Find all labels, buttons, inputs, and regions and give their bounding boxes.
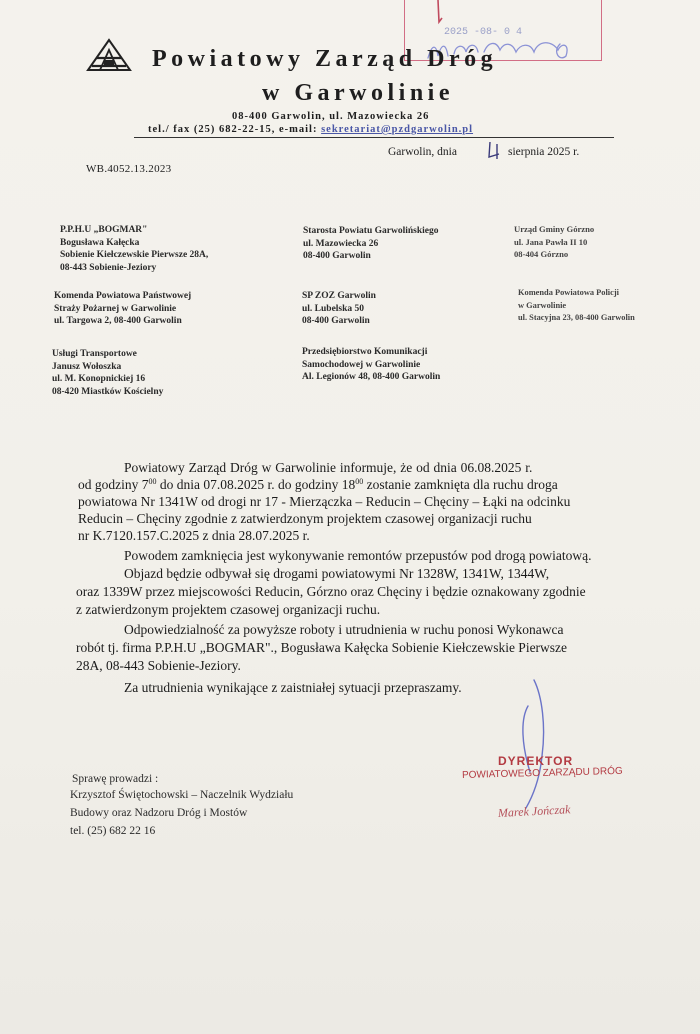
- body-line: Reducin – Chęciny zgodnie z zatwierdzonym projektem czasowej organizacji ruchu: [78, 511, 532, 526]
- signatory-title: DYREKTOR: [498, 754, 574, 768]
- case-handler-name: Krzysztof Świętochowski – Naczelnik Wydziału: [70, 789, 294, 801]
- body-line: powiatowa Nr 1341W od drogi nr 17 - Mierzączka – Reducin – Chęciny – Łąki na odcinku: [78, 494, 571, 509]
- body-line: Powiatowy Zarząd Dróg w Garwolinie informuje, że od dnia 06.08.2025 r.: [124, 460, 533, 475]
- place-date-suffix: sierpnia 2025 r.: [508, 146, 580, 158]
- recipient-block: Urząd Gminy Górzno ul. Jana Pawła II 10 08-404 Górzno: [514, 224, 595, 259]
- body-line: od godziny $7^{00}$ do dnia 07.08.2025 r. do godziny $18^{00}$ zostanie zamknięta dla ruchu droga: [78, 477, 558, 492]
- body-line: Objazd będzie odbywał się drogami powiatowymi Nr 1328W, 1341W, 1344W,: [124, 566, 550, 581]
- body-line: robót tj. firma P.P.H.U „BOGMAR"., Bogusława Kałęcka Sobienie Kiełczewskie Pierwsze: [76, 640, 568, 655]
- body-line: 28A, 08-443 Sobienie-Jeziory.: [76, 658, 241, 673]
- recipient-block: Komenda Powiatowa Policji w Garwolinie ul. Stacyjna 23, 08-400 Garwolin: [518, 288, 635, 322]
- organization-contact: tel./ fax (25) 682-22-15, e-mail: sekretariat@pzdgarwolin.pl: [148, 124, 474, 135]
- recipient-block: Usługi Transportowe Janusz Wołoszka ul. M. Konopnickiej 16 08-420 Miastków Kościelny: [52, 349, 164, 397]
- signatory-office: POWIATOWEGO ZARZĄDU DRÓG: [461, 765, 623, 781]
- case-handler-department: Budowy oraz Nadzoru Dróg i Mostów: [70, 807, 248, 819]
- organization-address: 08-400 Garwolin, ul. Mazowiecka 26: [232, 111, 430, 122]
- organization-city: w Garwolinie: [262, 80, 454, 106]
- body-line: nr K.7120.157.C.2025 z dnia 28.07.2025 r.: [78, 528, 310, 543]
- stamp-date: 2025 -08- 0 4: [444, 27, 523, 38]
- case-handler-label: Sprawę prowadzi :: [72, 773, 159, 785]
- recipient-block: Komenda Powiatowa Państwowej Straży Pożarnej w Garwolinie ul. Targowa 2, 08-400 Garwolin: [54, 291, 192, 326]
- body-line: Powodem zamknięcia jest wykonywanie remontów przepustów pod drogą powiatową.: [124, 548, 592, 563]
- organization-name: Powiatowy Zarząd Dróg: [152, 46, 498, 72]
- signatory-name: Marek Jończak: [497, 802, 571, 820]
- body-line: oraz 1339W przez miejscowości Reducin, Górzno oraz Chęciny i będzie oznakowany zgodnie: [76, 584, 586, 599]
- case-handler-phone: tel. (25) 682 22 16: [70, 825, 156, 837]
- place-date-prefix: Garwolin, dnia: [388, 146, 457, 158]
- reference-number: WB.4052.13.2023: [86, 163, 172, 175]
- body-line: z zatwierdzonym projektem czasowej organizacji ruchu.: [76, 602, 381, 617]
- recipient-block: Przedsiębiorstwo Komunikacji Samochodowej w Garwolinie Al. Legionów 48, 08-400 Garwolin: [302, 347, 441, 382]
- handwritten-signature: [512, 676, 552, 816]
- recipient-block: SP ZOZ Garwolin ul. Lubelska 50 08-400 Garwolin: [302, 291, 376, 326]
- email-link[interactable]: sekretariat@pzdgarwolin.pl: [321, 124, 474, 135]
- recipient-block: P.P.H.U „BOGMAR" Bogusława Kałęcka Sobienie Kiełczewskie Pierwsze 28A, 08-443 Sobienie-Jeziory: [60, 225, 209, 273]
- body-line: Za utrudnienia wynikające z zaistniałej sytuacji przepraszamy.: [124, 680, 462, 695]
- recipient-block: Starosta Powiatu Garwolińskiego ul. Mazowiecka 26 08-400 Garwolin: [303, 226, 439, 261]
- body-line: Odpowiedzialność za powyższe roboty i utrudnienia w ruchu ponosi Wykonawca: [124, 622, 564, 637]
